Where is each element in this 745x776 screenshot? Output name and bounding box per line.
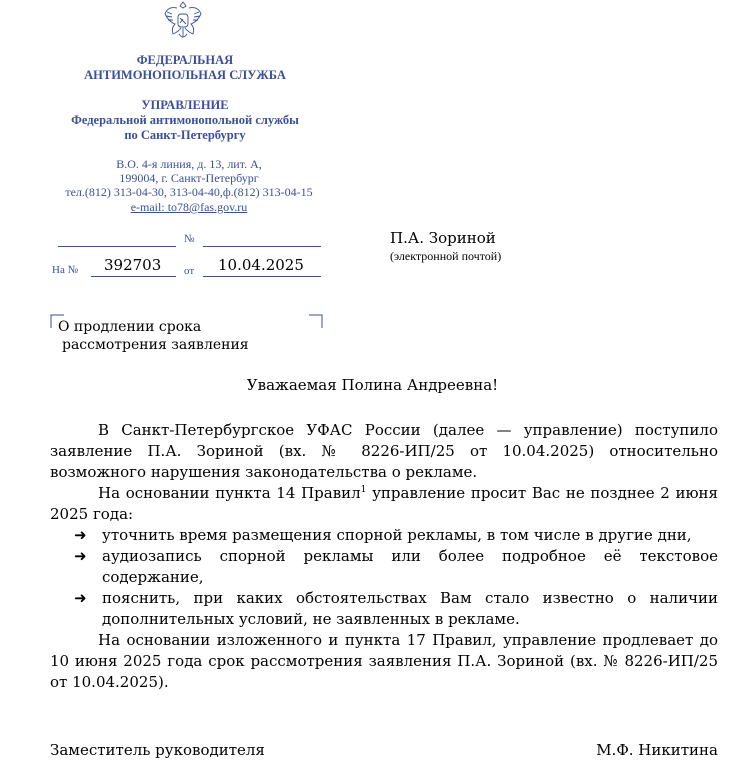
bullet-item	[50, 588, 718, 630]
reference-date-line	[203, 276, 321, 277]
letter-body	[50, 420, 718, 693]
subject-line1: О продлении срока	[58, 319, 202, 335]
dept-line1: УПРАВЛЕНИЕ	[141, 98, 229, 112]
dept-line3: по Санкт-Петербургу	[124, 128, 246, 142]
subject-corner-right	[309, 314, 323, 328]
recipient-delivery: (электронной почтой)	[390, 249, 502, 263]
bullet-item	[50, 546, 718, 588]
bullet-text: аудиозапись спорной рекламы или более подробное её текстовое содержание,	[102, 547, 718, 586]
paragraph-2-start: На основании пункта 14 Правил	[98, 484, 361, 502]
signatory-name: М.Ф. Никитина	[596, 741, 718, 759]
recipient-name: П.А. Зориной	[390, 229, 496, 247]
bullet-text: пояснить, при каких обстоятельствах Вам стало известно о наличии дополнительных условий, не заявленных в рекламе.	[102, 589, 718, 628]
paragraph-2	[50, 483, 718, 525]
reference-number-line	[91, 276, 176, 277]
outgoing-number-line	[203, 246, 321, 247]
bullet-text: уточнить время размещения спорной рекламы, в том числе в другие дни,	[102, 526, 692, 544]
paragraph-3: На основании изложенного и пункта 17 Правил, управление продлевает до 10 июня 2025 года срок рассмотрения заявления П.А. Зориной (вх. № 8226-ИП/25 от 10.04.2025).	[50, 631, 718, 691]
paragraph-2-end: управление просит Вас не позднее 2 июня 2025 года:	[50, 484, 719, 523]
reference-date: 10.04.2025	[218, 256, 304, 274]
signatory-position: Заместитель руководителя	[50, 741, 265, 759]
org-name-line2: АНТИМОНОПОЛЬНАЯ СЛУЖБА	[84, 68, 286, 82]
org-name-line1: ФЕДЕРАЛЬНАЯ	[136, 53, 234, 67]
greeting: Уважаемая Полина Андреевна!	[246, 376, 499, 394]
outgoing-date-line	[58, 246, 176, 247]
footnote-marker[interactable]: 1	[360, 485, 367, 495]
arrow-right-icon: ➜	[74, 589, 87, 607]
paragraph-1: В Санкт-Петербургское УФАС России (далее — управление) поступило заявление П.А. Зориной (вх. № 8226-ИП/25 от 10.04.2025) относительно возможного нарушения законодательства о рекламе.	[50, 421, 718, 481]
address-line1: В.О. 4-я линия, д. 13, лит. А,	[116, 157, 262, 171]
arrow-right-icon: ➜	[74, 526, 87, 544]
reference-number: 392703	[104, 256, 162, 274]
bullet-item	[50, 525, 718, 546]
coat-of-arms-icon	[163, 0, 203, 42]
dept-line2: Федеральной антимонопольной службы	[71, 113, 299, 127]
reference-from-label: от	[184, 265, 195, 277]
phone-line: тел.(812) 313-04-30, 313-04-40,ф.(812) 313-04-15	[65, 185, 313, 199]
email-link[interactable]: e-mail: to78@fas.gov.ru	[130, 200, 248, 214]
arrow-right-icon: ➜	[74, 547, 87, 565]
in-reply-label: На №	[52, 264, 79, 276]
outgoing-number-sign: №	[184, 233, 195, 245]
address-line2: 199004, г. Санкт-Петербург	[119, 171, 259, 185]
subject-line2: рассмотрения заявления	[62, 337, 249, 353]
